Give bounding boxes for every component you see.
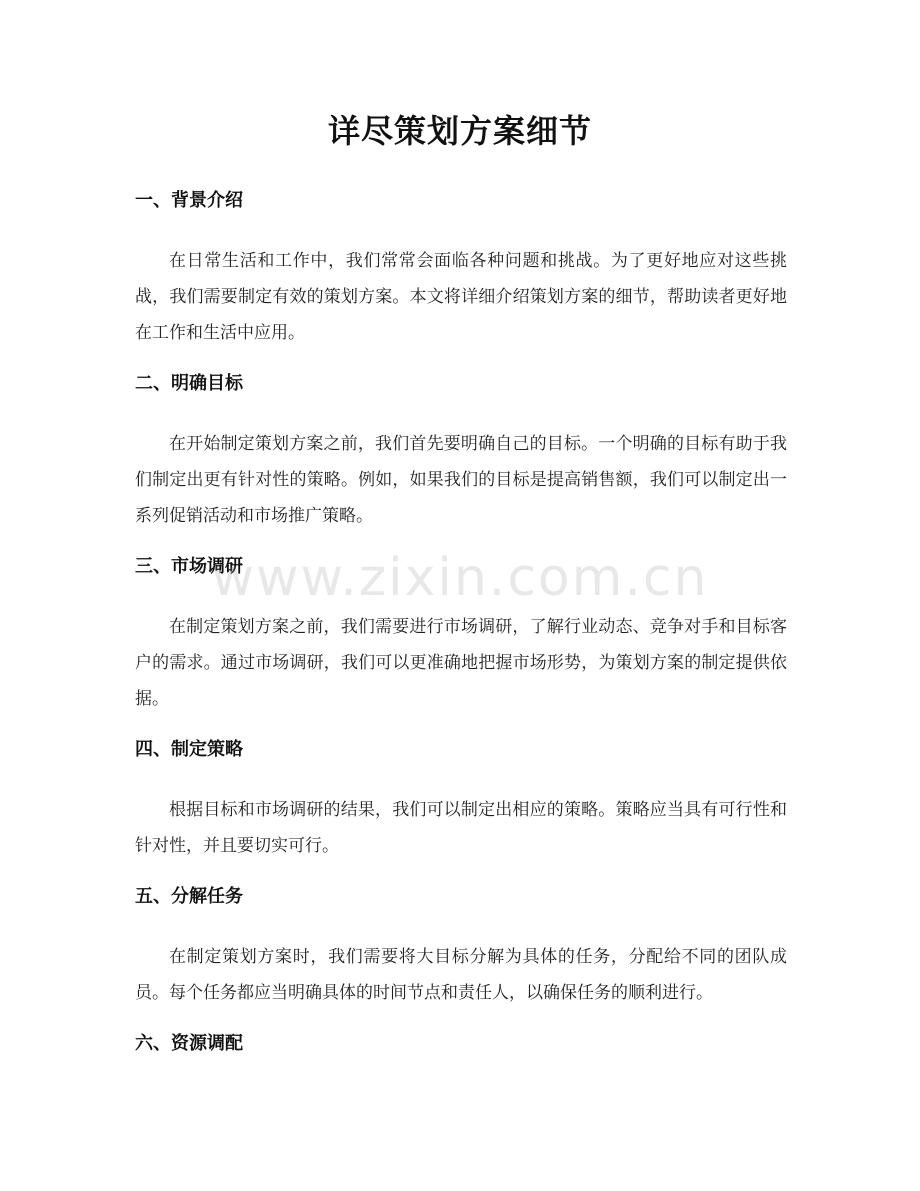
section-paragraph: 根据目标和市场调研的结果，我们可以制定出相应的策略。策略应当具有可行性和针对性，并且要切实可行。 <box>135 800 787 856</box>
document-body <box>135 186 787 1086</box>
watermark-text: www.zixin.com.cn <box>211 548 709 608</box>
section-paragraph: 在制定策划方案时，我们需要将大目标分解为具体的任务，分配给不同的团队成员。每个任务都应当明确具体的时间节点和责任人，以确保任务的顺利进行。 <box>135 947 787 1003</box>
document-title: 详尽策划方案细节 <box>327 112 592 150</box>
section-heading: 一、背景介绍 <box>135 190 243 211</box>
section-heading: 三、市场调研 <box>135 556 243 577</box>
section-goals <box>135 369 787 534</box>
section-heading: 六、资源调配 <box>135 1033 243 1054</box>
section-background <box>135 186 787 351</box>
section-paragraph: 在开始制定策划方案之前，我们首先要明确自己的目标。一个明确的目标有助于我们制定出更有针对性的策略。例如，如果我们的目标是提高销售额，我们可以制定出一系列促销活动和市场推广策略。 <box>135 434 787 526</box>
section-strategy <box>135 735 787 864</box>
section-paragraph: 在日常生活和工作中，我们常常会面临各种问题和挑战。为了更好地应对这些挑战，我们需要制定有效的策划方案。本文将详细介绍策划方案的细节，帮助读者更好地在工作和生活中应用。 <box>135 251 787 343</box>
section-heading: 四、制定策略 <box>135 739 243 760</box>
section-heading: 五、分解任务 <box>135 886 243 907</box>
section-market-research <box>135 552 787 717</box>
section-task-breakdown <box>135 882 787 1011</box>
section-heading: 二、明确目标 <box>135 373 243 394</box>
section-paragraph: 在制定策划方案之前，我们需要进行市场调研，了解行业动态、竞争对手和目标客户的需求。通过市场调研，我们可以更准确地把握市场形势，为策划方案的制定提供依据。 <box>135 617 787 709</box>
section-resource-allocation <box>135 1029 787 1059</box>
